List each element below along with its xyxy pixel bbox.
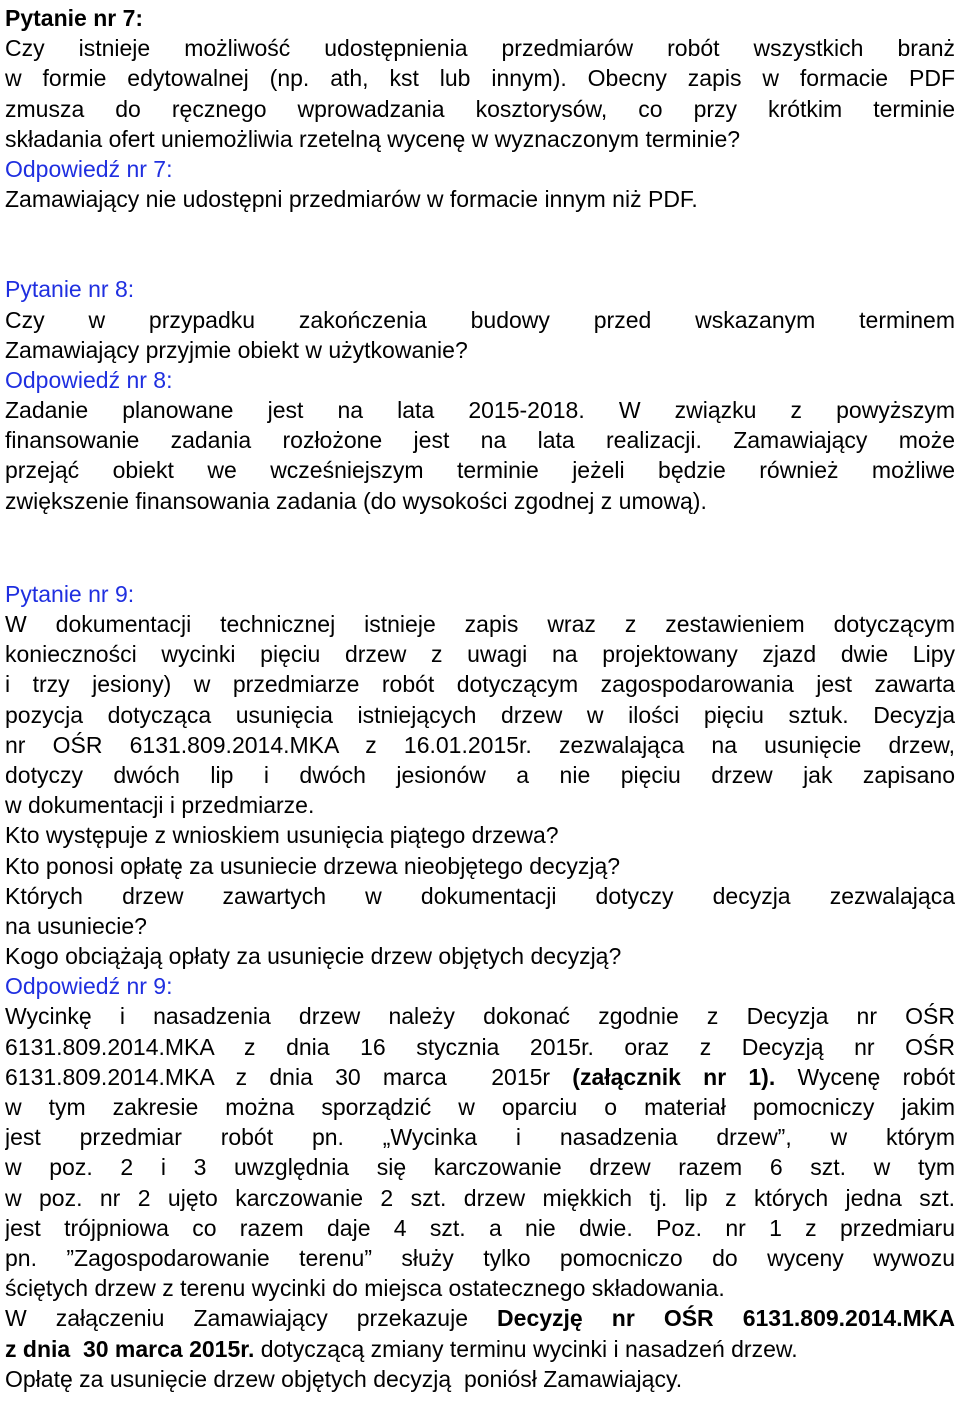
question-8-heading: Pytanie nr 8: (5, 276, 135, 303)
answer-8-line: zwiększenie finansowania zadania (do wysokości zgodnej z umową). (5, 487, 707, 514)
section-spacer (5, 214, 955, 274)
question-9-line: na usuniecie? (5, 912, 147, 939)
answer-9-line: jest przedmiar robót pn. „Wycinka i nasadzenia drzew”, w którym (5, 1124, 955, 1151)
question-9-line: Których drzew zawartych w dokumentacji dotyczy decyzja zezwalająca (5, 882, 955, 909)
answer-9-text: 6131.809.2014.MKA z dnia 30 marca 2015r (5, 1063, 573, 1090)
answer-9-line: w tym zakresie można sporządzić w oparciu o materiał pomocniczy jakim (5, 1094, 955, 1120)
section-spacer (5, 516, 955, 579)
answer-9-line: w poz. 2 i 3 uwzględnia się karczowanie drzew razem 6 szt. w tym (5, 1154, 955, 1181)
question-8-line: Zamawiający przyjmie obiekt w użytkowanie? (5, 336, 468, 363)
question-9-line: W dokumentacji technicznej istnieje zapis wraz z zestawieniem dotyczącym (5, 611, 955, 637)
answer-9-line: Opłatę za usunięcie drzew objętych decyzją poniósł Zamawiający. (5, 1365, 683, 1392)
answer-9-line: Wycinkę i nasadzenia drzew należy dokonać zgodnie z Decyzja nr OŚR (5, 1003, 955, 1030)
answer-9-text: W załączeniu Zamawiający przekazuje (5, 1305, 498, 1332)
question-9-line: nr OŚR 6131.809.2014.MKA z 16.01.2015r. zezwalająca na usunięcie drzew, (5, 731, 955, 758)
question-7-section (5, 3, 955, 214)
question-8-line: Czy w przypadku zakończenia budowy przed wskazanym terminem (5, 306, 955, 333)
decision-date: z dnia 30 marca 2015r. (5, 1335, 255, 1362)
answer-9-line (5, 1062, 955, 1092)
question-9-line: pozycja dotycząca usunięcia istniejących drzew w ilości pięciu sztuk. Decyzja (5, 701, 955, 728)
question-9-line: Kto ponosi opłatę za usuniecie drzewa nieobjętego decyzją? (5, 852, 621, 879)
question-9-heading: Pytanie nr 9: (5, 580, 135, 607)
question-7-line: zmusza do ręcznego wprowadzania kosztorysów, co przy krótkim terminie (5, 95, 955, 122)
answer-9-line: pn. ”Zagospodarowanie terenu” służy tylko pomocniczo do wyceny wywozu (5, 1244, 955, 1271)
answer-9-line: jest trójpniowa co razem daje 4 szt. a nie dwie. Poz. nr 1 z przedmiaru (5, 1214, 955, 1241)
answer-7-heading: Odpowiedź nr 7: (5, 155, 173, 182)
question-7-line: składania ofert uniemożliwia rzetelną wycenę w wyznaczonym terminie? (5, 125, 741, 152)
question-9-line: Kto występuje z wnioskiem usunięcia piątego drzewa? (5, 822, 559, 849)
answer-8-heading: Odpowiedź nr 8: (5, 366, 173, 393)
answer-9-line: w poz. nr 2 ujęto karczowanie 2 szt. drzew miękkich tj. lip z których jedna szt. (5, 1184, 955, 1211)
question-7-heading: Pytanie nr 7: (5, 5, 144, 31)
question-9-line: w dokumentacji i przedmiarze. (5, 792, 315, 819)
question-7-line: w formie edytowalnej (np. ath, kst lub innym). Obecny zapis w formacie PDF (5, 65, 955, 92)
answer-9-line (5, 1334, 955, 1364)
answer-9-line (5, 1303, 955, 1333)
question-7-line: Czy istnieje możliwość udostępnienia przedmiarów robót wszystkich branż (5, 35, 955, 62)
answer-8-line: Zadanie planowane jest na lata 2015-2018. W związku z powyższym (5, 397, 955, 424)
answer-9-line: 6131.809.2014.MKA z dnia 16 stycznia 2015r. oraz z Decyzją nr OŚR (5, 1033, 955, 1060)
question-9-line: i trzy jesiony) w przedmiarze robót dotyczącym zagospodarowania jest zawarta (5, 671, 955, 698)
answer-9-line: ściętych drzew z terenu wycinki do miejsca ostatecznego składowania. (5, 1275, 725, 1302)
answer-9-text: dotyczącą zmiany terminu wycinki i nasadzeń drzew. (254, 1335, 798, 1362)
answer-9-heading: Odpowiedź nr 9: (5, 973, 173, 1000)
question-9-section (5, 579, 955, 1394)
answer-8-line: finansowanie zadania rozłożone jest na lata realizacji. Zamawiający może (5, 427, 955, 454)
question-9-line: Kogo obciążają opłaty za usunięcie drzew objętych decyzją? (5, 943, 622, 970)
question-9-line: konieczności wycinki pięciu drzew z uwagi na projektowany zjazd dwie Lipy (5, 641, 955, 668)
answer-7-line: Zamawiający nie udostępni przedmiarów w formacie innym niż PDF. (5, 186, 698, 213)
question-9-line: dotyczy dwóch lip i dwóch jesionów a nie pięciu drzew jak zapisano (5, 761, 955, 788)
question-8-section (5, 274, 955, 516)
document-page (5, 3, 955, 1394)
answer-8-line: przejąć obiekt we wcześniejszym terminie jeżeli będzie również możliwe (5, 457, 955, 484)
answer-9-text: Wycenę robót (775, 1063, 955, 1090)
attachment-reference: (załącznik nr 1). (572, 1063, 776, 1090)
decision-reference: Decyzję nr OŚR 6131.809.2014.MKA (497, 1305, 955, 1332)
